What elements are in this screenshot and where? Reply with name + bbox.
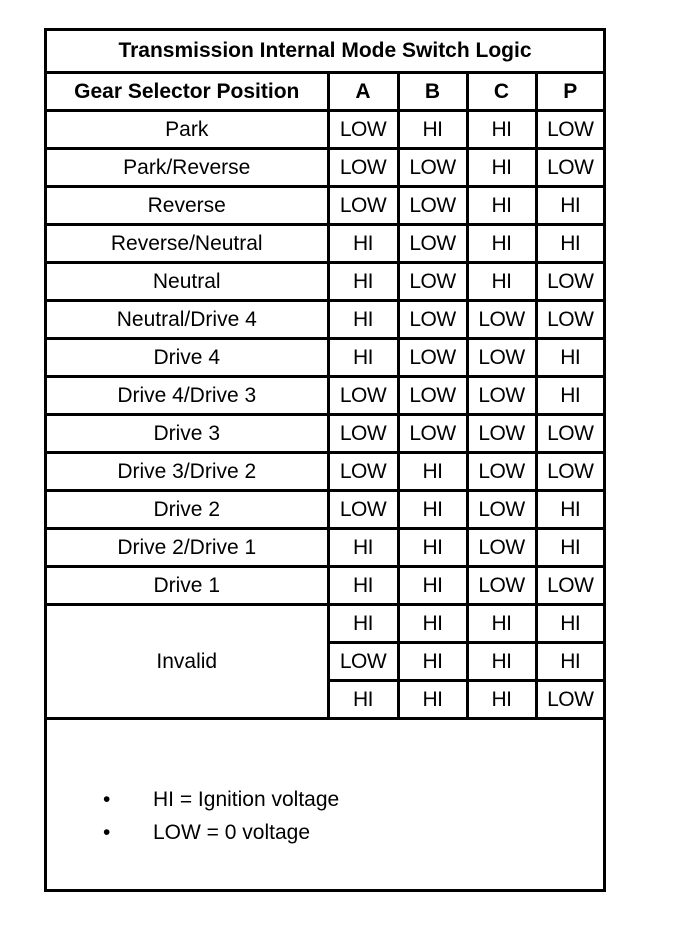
switch-value-a: LOW <box>328 415 398 453</box>
switch-value-p: HI <box>536 529 603 567</box>
header-gear-selector-position: Gear Selector Position <box>47 74 328 111</box>
switch-value-b: HI <box>398 529 467 567</box>
switch-value-b: LOW <box>398 187 467 225</box>
bullet-icon: • <box>103 788 111 811</box>
gear-position-cell: Neutral <box>47 263 328 301</box>
gear-position-cell: Park <box>47 111 328 149</box>
table-row <box>47 339 603 377</box>
gear-position-cell: Reverse <box>47 187 328 225</box>
switch-value-c: LOW <box>467 529 536 567</box>
switch-value-a: HI <box>328 225 398 263</box>
table-row <box>47 187 603 225</box>
switch-value-b: LOW <box>398 149 467 187</box>
switch-value-b: LOW <box>398 377 467 415</box>
switch-value-p: LOW <box>536 149 603 187</box>
gear-position-cell: Drive 2 <box>47 491 328 529</box>
switch-value-p: LOW <box>536 111 603 149</box>
legend-notes <box>47 775 603 889</box>
switch-value-c: LOW <box>467 567 536 605</box>
switch-value-a: HI <box>328 681 398 719</box>
switch-value-c: LOW <box>467 339 536 377</box>
switch-value-c: HI <box>467 681 536 719</box>
switch-value-c: HI <box>467 149 536 187</box>
table-body <box>47 111 603 719</box>
table-row <box>47 567 603 605</box>
table-row <box>47 453 603 491</box>
switch-value-b: HI <box>398 643 467 681</box>
header-column-a: A <box>328 74 398 111</box>
switch-value-p: HI <box>536 339 603 377</box>
table-row <box>47 529 603 567</box>
switch-value-p: HI <box>536 187 603 225</box>
switch-value-c: LOW <box>467 377 536 415</box>
switch-value-p: LOW <box>536 453 603 491</box>
switch-value-p: LOW <box>536 567 603 605</box>
switch-value-b: HI <box>398 681 467 719</box>
switch-value-a: HI <box>328 301 398 339</box>
switch-value-b: HI <box>398 491 467 529</box>
switch-value-c: HI <box>467 111 536 149</box>
switch-value-p: HI <box>536 377 603 415</box>
switch-value-p: LOW <box>536 301 603 339</box>
switch-value-a: LOW <box>328 187 398 225</box>
gear-position-cell: Drive 4 <box>47 339 328 377</box>
mode-switch-logic-document <box>44 28 606 892</box>
switch-value-b: LOW <box>398 339 467 377</box>
switch-value-a: LOW <box>328 377 398 415</box>
header-row <box>47 74 603 111</box>
note-text: LOW = 0 voltage <box>153 821 310 844</box>
table-row <box>47 263 603 301</box>
bullet-icon: • <box>103 821 111 844</box>
switch-value-b: LOW <box>398 301 467 339</box>
switch-value-c: LOW <box>467 453 536 491</box>
switch-value-p: HI <box>536 643 603 681</box>
switch-value-c: HI <box>467 187 536 225</box>
gear-position-cell: Reverse/Neutral <box>47 225 328 263</box>
switch-value-b: HI <box>398 111 467 149</box>
switch-value-p: HI <box>536 225 603 263</box>
switch-value-p: LOW <box>536 263 603 301</box>
switch-value-b: HI <box>398 567 467 605</box>
switch-value-a: HI <box>328 529 398 567</box>
switch-value-c: HI <box>467 605 536 643</box>
note-text: HI = Ignition voltage <box>153 788 340 811</box>
switch-value-b: LOW <box>398 225 467 263</box>
table-row <box>47 377 603 415</box>
document-title: Transmission Internal Mode Switch Logic <box>47 31 603 74</box>
mode-switch-logic-table <box>47 74 603 720</box>
switch-value-a: LOW <box>328 453 398 491</box>
switch-value-c: LOW <box>467 415 536 453</box>
switch-value-p: HI <box>536 605 603 643</box>
switch-value-a: LOW <box>328 491 398 529</box>
switch-value-c: HI <box>467 225 536 263</box>
switch-value-p: LOW <box>536 415 603 453</box>
switch-value-a: HI <box>328 567 398 605</box>
table-row <box>47 415 603 453</box>
gear-position-cell: Drive 4/Drive 3 <box>47 377 328 415</box>
gear-position-cell: Drive 3 <box>47 415 328 453</box>
header-column-p: P <box>536 74 603 111</box>
switch-value-b: LOW <box>398 263 467 301</box>
switch-value-b: HI <box>398 605 467 643</box>
switch-value-p: HI <box>536 491 603 529</box>
gear-position-cell: Park/Reverse <box>47 149 328 187</box>
table-row <box>47 111 603 149</box>
switch-value-a: HI <box>328 339 398 377</box>
gear-position-cell: Drive 2/Drive 1 <box>47 529 328 567</box>
switch-value-p: LOW <box>536 681 603 719</box>
switch-value-c: LOW <box>467 301 536 339</box>
switch-value-a: LOW <box>328 643 398 681</box>
gear-position-cell: Neutral/Drive 4 <box>47 301 328 339</box>
table-row <box>47 225 603 263</box>
switch-value-c: HI <box>467 643 536 681</box>
switch-value-a: LOW <box>328 149 398 187</box>
switch-value-c: LOW <box>467 491 536 529</box>
switch-value-b: LOW <box>398 415 467 453</box>
switch-value-a: HI <box>328 263 398 301</box>
table-row <box>47 149 603 187</box>
switch-value-b: HI <box>398 453 467 491</box>
table-row <box>47 491 603 529</box>
table-row <box>47 301 603 339</box>
switch-value-a: LOW <box>328 111 398 149</box>
gear-position-cell: Drive 3/Drive 2 <box>47 453 328 491</box>
switch-value-c: HI <box>467 263 536 301</box>
header-column-b: B <box>398 74 467 111</box>
invalid-position-cell: Invalid <box>47 605 328 719</box>
switch-value-a: HI <box>328 605 398 643</box>
table-row-invalid <box>47 605 603 643</box>
header-column-c: C <box>467 74 536 111</box>
gear-position-cell: Drive 1 <box>47 567 328 605</box>
